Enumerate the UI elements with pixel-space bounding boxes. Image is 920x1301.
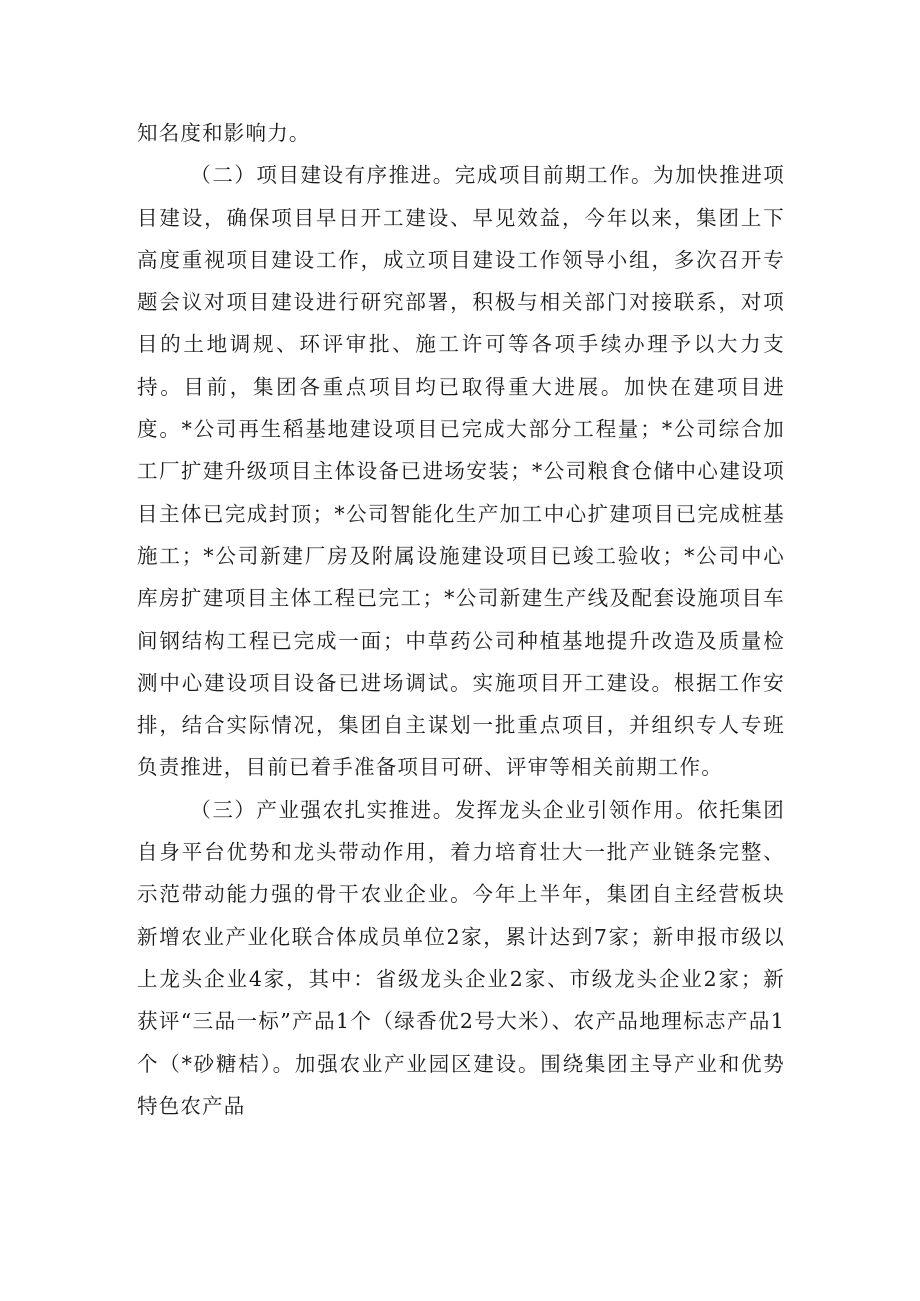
document-body	[137, 112, 785, 1127]
paragraph-continuation: 知名度和影响力。	[137, 121, 311, 145]
paragraph-project-construction: （二）项目建设有序推进。完成项目前期工作。为加快推进项目建设，确保项目早日开工建设、早见效益，今年以来，集团上下高度重视项目建设工作，成立项目建设工作领导小组，多次召开专题会议对项目建设进行研究部署，积极与相关部门对接联系，对项目的土地调规、环评审批、施工许可等各项手续办理予以大力支持。目前，集团各重点项目均已取得重大进展。加快在建项目进度。*公司再生稻基地建设项目已完成大部分工程量；*公司综合加工厂扩建升级项目主体设备已进场安装；*公司粮食仓储中心建设项目主体已完成封顶；*公司智能化生产加工中心扩建项目已完成桩基施工；*公司新建厂房及附属设施建设项目已竣工验收；*公司中心库房扩建项目主体工程已完工；*公司新建生产线及配套设施项目车间钢结构工程已完成一面；中草药公司种植基地提升改造及质量检测中心建设项目设备已进场调试。实施项目开工建设。根据工作安排，结合实际情况，集团自主谋划一批重点项目，并组织专人专班负责推进，目前已着手准备项目可研、评审等相关前期工作。	[137, 163, 785, 780]
paragraph-industry-agriculture: （三）产业强农扎实推进。发挥龙头企业引领作用。依托集团自身平台优势和龙头带动作用，着力培育壮大一批产业链条完整、示范带动能力强的骨干农业企业。今年上半年，集团自主经营板块新增农业产业化联合体成员单位2家，累计达到7家；新申报市级以上龙头企业4家，其中：省级龙头企业2家、市级龙头企业2家；新获评“三品一标”产品1个（绿香优2号大米）、农产品地理标志产品1个（*砂糖桔）。加强农业产业园区建设。围绕集团主导产业和优势特色农产品	[137, 797, 785, 1118]
